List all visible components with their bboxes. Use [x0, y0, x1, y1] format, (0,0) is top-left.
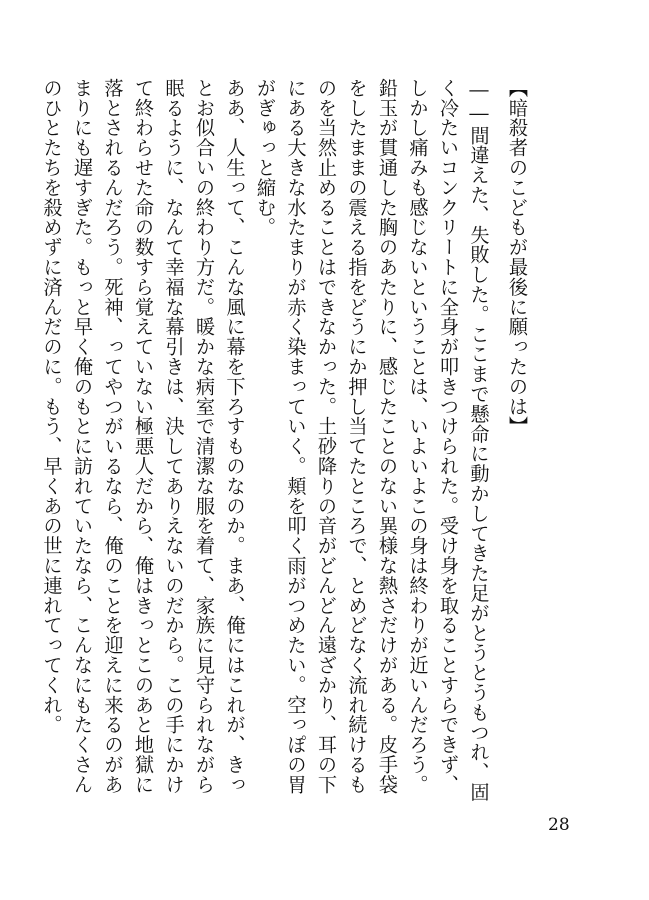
vertical-text-body [36, 78, 532, 808]
paragraph-2: ああ、人生って、こんな風に幕を下ろすものなのか。まあ、俺にはこれが、きっとお似合いの終わり方だ。暖かな病室で清潔な服を着て、家族に見守られながら眠るように、なんて幸福な幕引きは、決してありえないのだから。この手にかけて終わらせた命の数すら覚えていない極悪人だから、俺はきっとこのあと地獄に落とされるんだろう。死神、ってやつがいるなら、俺のことを迎えに来るのがあまりにも遅すぎた。もっと早く俺のもとに訪れていたなら、こんなにもたくさんのひとたちを殺めずに済んだのに。もう、早くあの世に連れてってくれ。 [40, 78, 247, 795]
chapter-title: 【暗殺者のこどもが最後に願ったのは】 [506, 78, 529, 437]
paragraph-1: ――間違えた、失敗した。ここまで懸命に動かしてきた足がとうとうもつれ、固く冷たいコンクリートに全身が叩きつけられた。受け身を取ることすらできず、しかし痛みも感じないということは、いよいよこの身は終わりが近いんだろう。鉛玉が貫通した胸のあたりに、感じたことのない異様な熱さだけがある。皮手袋をしたままの震える指をどうにか押し当てたところで、とめどなく流れ続けるものを当然止めることはできなかった。土砂降りの音がどんどん遠ざかり、耳の下にある大きな水たまりが赤く染まっていく。頬を叩く雨がつめたい。空っぽの胃がぎゅっと縮む。 [254, 78, 491, 802]
page-number: 28 [548, 815, 570, 835]
